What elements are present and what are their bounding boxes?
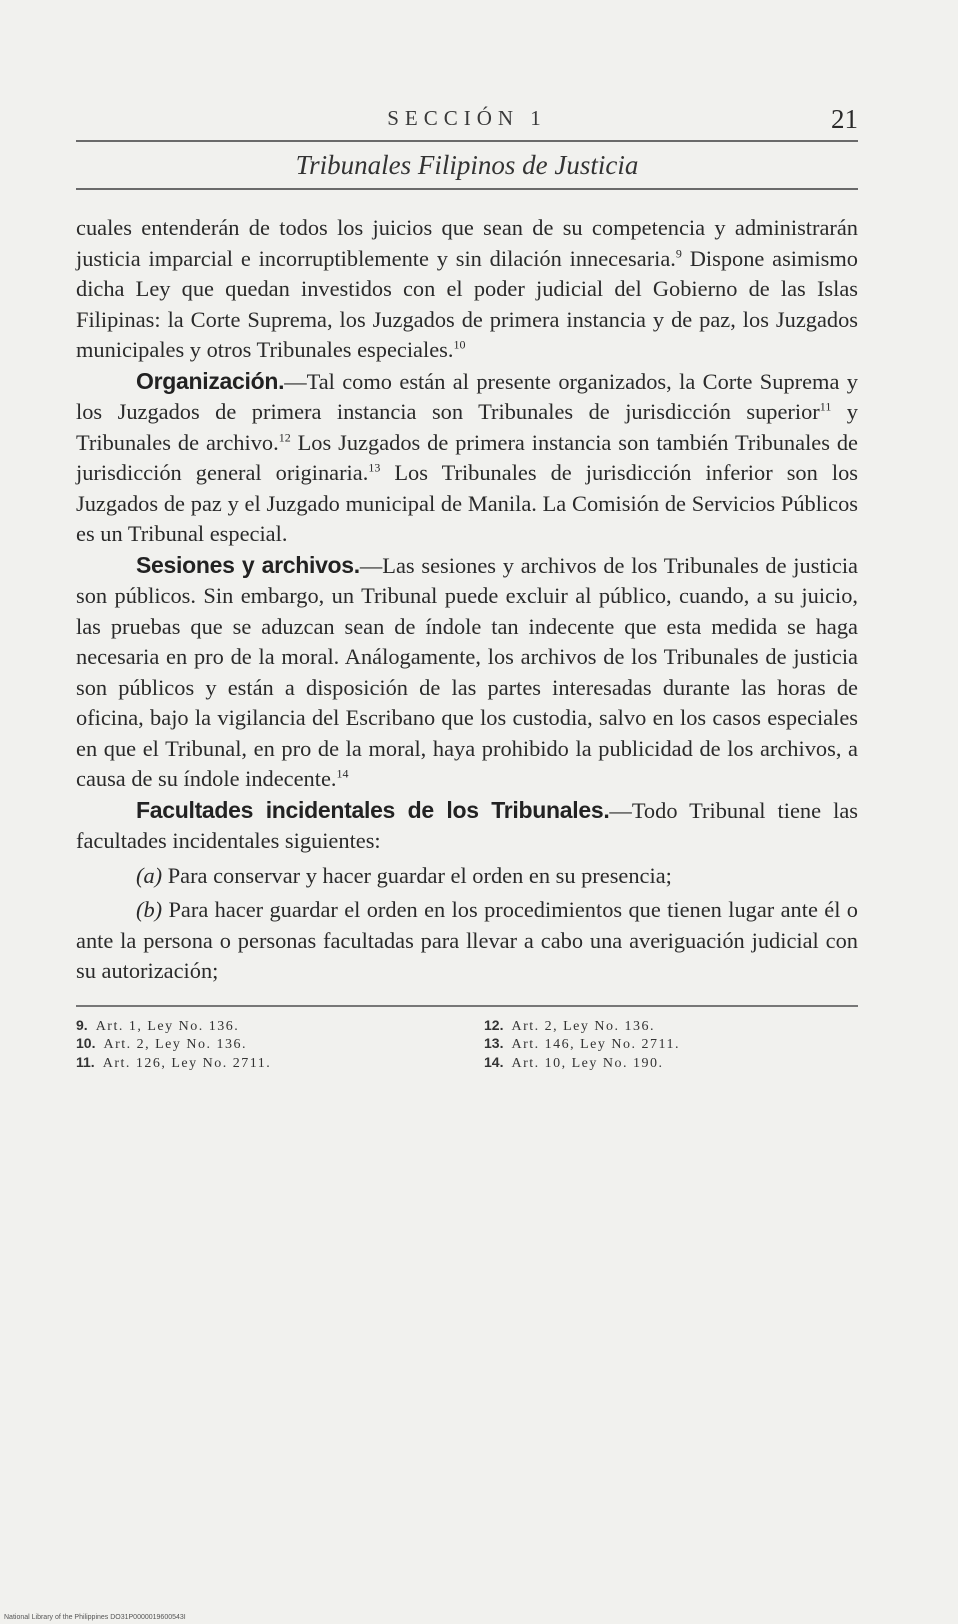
- footnote-number: 13.: [484, 1035, 504, 1051]
- section-heading: Facultades incidentales de los Tribunales.: [136, 796, 610, 823]
- paragraph-text: —Todo Tribunal tiene las facultades incidentales siguientes:: [76, 797, 858, 853]
- paragraph-text: y Tribunales de archivo.: [76, 399, 859, 455]
- footnote-number: 11.: [76, 1053, 95, 1070]
- body-text: [76, 213, 858, 987]
- footnote-text: Art. 1, Ley No. 136.: [95, 1018, 240, 1034]
- footnotes: [76, 1017, 858, 1073]
- footnote: [484, 1035, 858, 1054]
- footnote-ref: 11: [819, 399, 832, 414]
- list-label: (a): [136, 862, 163, 888]
- footnote-ref: 12: [278, 430, 291, 445]
- list-item-a: [76, 861, 858, 892]
- footnote-text: Art. 126, Ley No. 2711.: [102, 1055, 272, 1071]
- paragraph-text: —Las sesiones y archivos de los Tribunales de justicia son públicos. Sin embargo, un Tribunal puede excluir al público, cuando, a su juicio, las pruebas que se aduzcan sean de índole tan indecente que esta medida se haga necesaria en pro de la moral. Análogamente, los archivos de los Tribunales de justicia son públicos y están a disposición de las partes interesadas durante las horas de oficina, bajo la vigilancia del Escribano que los custodia, salvo en los casos especiales en que el Tribunal, en pro de la moral, haya prohibido la publicidad de los archivos, a causa de su índole indecente.: [76, 552, 858, 791]
- list-text: Para hacer guardar el orden en los procedimientos que tienen lugar ante él o ante la persona o personas facultadas para llevar a cabo una averiguación judicial con su autorización;: [76, 897, 858, 983]
- footnote-ref: 9: [675, 246, 682, 261]
- list-item-b: [76, 895, 858, 987]
- paragraph-facultades: [76, 795, 858, 857]
- running-head: [76, 100, 858, 140]
- footnote-number: 14.: [484, 1053, 504, 1070]
- footnote-text: Art. 2, Ley No. 136.: [103, 1037, 248, 1052]
- book-page: [76, 100, 858, 1072]
- footnote-number: 9.: [76, 1016, 88, 1033]
- section-label: SECCIÓN 1: [387, 106, 547, 130]
- footnote-text: Art. 146, Ley No. 2711.: [511, 1037, 680, 1052]
- page-number: 21: [831, 104, 858, 134]
- paragraph-sesiones: [76, 550, 858, 795]
- paragraph-text: Los Juzgados de primera instancia son también Tribunales de jurisdicción general originaria.: [76, 429, 858, 485]
- header-rule-bottom: [76, 188, 858, 190]
- footnote: [484, 1054, 858, 1073]
- footnote-text: Art. 2, Ley No. 136.: [511, 1018, 656, 1034]
- footnote-number: 10.: [76, 1035, 96, 1051]
- section-heading: Organización.: [136, 367, 285, 394]
- footnote: [76, 1054, 450, 1073]
- list-text: Para conservar y hacer guardar el orden en su presencia;: [162, 862, 672, 888]
- scan-credit: National Library of the Philippines DO31P0000019600543I: [4, 1614, 186, 1621]
- footnote-rule: [76, 1005, 858, 1007]
- list-label: (b): [136, 897, 163, 922]
- footnote-number: 12.: [484, 1016, 504, 1033]
- section-heading: Sesiones y archivos.: [136, 551, 360, 578]
- footnote: [76, 1017, 450, 1036]
- footnote-ref: 14: [336, 766, 349, 781]
- paragraph-organizacion: [76, 366, 858, 550]
- paragraph-text: cuales entenderán de todos los juicios que sean de su competencia y administrarán justicia imparcial e incorruptiblemente y sin dilación innecesaria.: [76, 215, 858, 271]
- footnotes-right-column: [450, 1017, 858, 1073]
- footnotes-left-column: [76, 1017, 450, 1073]
- paragraph-text: Los Tribunales de jurisdicción inferior son los Juzgados de paz y el Juzgado municipal de Manila. La Comisión de Servicios Públicos es un Tribunal especial.: [76, 460, 858, 546]
- footnote-ref: 13: [368, 460, 381, 475]
- paragraph-text: —Tal como están al presente organizados, la Corte Suprema y los Juzgados de primera instancia son Tribunales de jurisdicción superior: [76, 368, 858, 424]
- footnote-ref: 10: [453, 337, 466, 352]
- footnote-text: Art. 10, Ley No. 190.: [511, 1055, 664, 1071]
- footnote: [484, 1017, 858, 1036]
- footnote: [76, 1035, 450, 1054]
- paragraph-intro: [76, 213, 858, 366]
- paragraph-text: Dispone asimismo dicha Ley que quedan investidos con el poder judicial del Gobierno de las Islas Filipinas: la Corte Suprema, los Juzgados de primera instancia y de paz, los Juzgados municipales y otros Tribunales especiales.: [76, 245, 858, 362]
- chapter-title: Tribunales Filipinos de Justicia: [295, 150, 639, 180]
